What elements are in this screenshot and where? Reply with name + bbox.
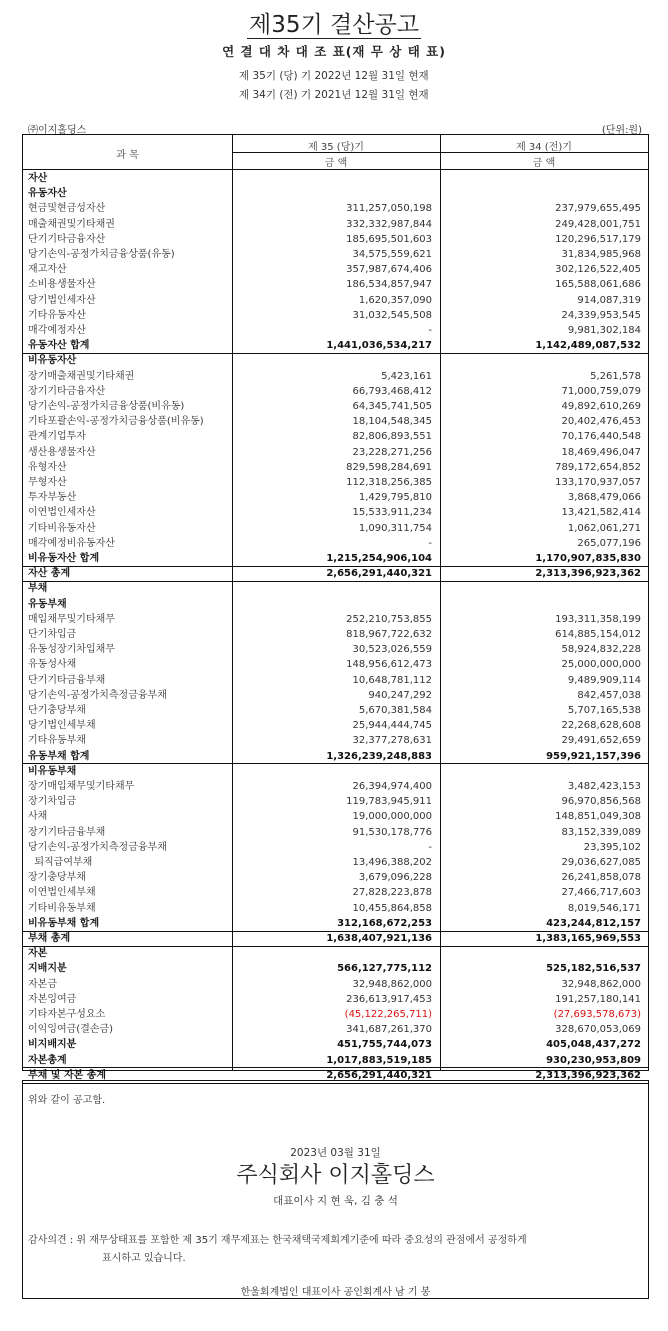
row-label: 매입채무및기타채무 bbox=[28, 613, 115, 625]
current-amount: 2,656,291,440,321 bbox=[326, 568, 432, 580]
prior-amount: 842,457,038 bbox=[577, 689, 641, 701]
prior-amount: 1,062,061,271 bbox=[567, 522, 641, 534]
current-amount: 64,345,741,505 bbox=[352, 401, 432, 412]
table-row bbox=[23, 627, 648, 642]
prior-amount: 20,402,476,453 bbox=[561, 416, 641, 428]
row-label: 유동부채 합계 bbox=[28, 750, 90, 762]
table-row bbox=[23, 840, 648, 855]
row-label: 유동자산 합계 bbox=[28, 340, 90, 352]
current-amount: 25,944,444,745 bbox=[352, 720, 432, 732]
prior-amount: 71,000,759,079 bbox=[561, 385, 641, 397]
current-amount: 119,783,945,911 bbox=[346, 796, 432, 808]
current-amount: 1,017,883,519,185 bbox=[326, 1054, 432, 1066]
row-label: 기타비유동자산 bbox=[28, 522, 96, 534]
row-label: 매각예정자산 bbox=[28, 325, 86, 336]
table-row bbox=[23, 764, 648, 779]
table-row bbox=[23, 673, 648, 688]
table-row bbox=[23, 429, 648, 444]
table-row bbox=[23, 688, 648, 703]
header-current: 제 35 (당)기 bbox=[308, 142, 364, 153]
prior-amount: 525,182,516,537 bbox=[546, 963, 641, 975]
table-row bbox=[23, 490, 648, 505]
header-amount-current: 금 액 bbox=[324, 158, 348, 169]
current-amount: 23,228,271,256 bbox=[352, 446, 432, 458]
row-label: 소비용생물자산 bbox=[28, 279, 96, 291]
current-amount: 186,534,857,947 bbox=[346, 279, 432, 291]
current-amount: 31,032,545,508 bbox=[352, 309, 432, 321]
current-amount: 1,326,239,248,883 bbox=[326, 750, 432, 762]
row-label: 생산용생물자산 bbox=[28, 446, 96, 458]
current-amount: 357,987,674,406 bbox=[346, 264, 432, 276]
row-label: 비유동부채 합계 bbox=[28, 917, 100, 929]
current-amount: 940,247,292 bbox=[368, 689, 432, 701]
notice-text: 위와 같이 공고함. bbox=[28, 1095, 106, 1106]
table-row bbox=[23, 1007, 648, 1022]
current-amount: 34,575,559,621 bbox=[352, 249, 432, 260]
table-row bbox=[23, 931, 648, 946]
table-row bbox=[23, 353, 648, 368]
current-amount: 1,441,036,534,217 bbox=[326, 340, 432, 352]
prior-amount: 9,489,909,114 bbox=[567, 674, 641, 686]
current-amount: 451,755,744,073 bbox=[337, 1039, 432, 1051]
prior-amount: 22,268,628,608 bbox=[561, 720, 641, 732]
current-amount: 15,533,911,234 bbox=[352, 507, 432, 519]
prior-amount: 5,261,578 bbox=[590, 370, 641, 382]
table-row bbox=[23, 870, 648, 885]
table-row bbox=[23, 1022, 648, 1037]
current-amount: 1,429,795,810 bbox=[358, 492, 432, 504]
table-row bbox=[23, 171, 648, 186]
prior-amount: 32,948,862,000 bbox=[561, 978, 641, 990]
current-amount: 1,638,407,921,136 bbox=[326, 933, 432, 944]
prior-amount: 148,851,049,308 bbox=[555, 811, 641, 823]
prior-amount: 1,383,165,969,553 bbox=[535, 933, 641, 944]
row-label: 당기손익-공정가치금융상품(비유동) bbox=[28, 401, 185, 412]
table-row bbox=[23, 566, 648, 581]
header-amount-prior: 금 액 bbox=[532, 158, 556, 169]
row-label: 유형자산 bbox=[28, 461, 67, 473]
row-label: 퇴직급여부채 bbox=[28, 857, 93, 868]
table-row bbox=[23, 369, 648, 384]
table-row bbox=[23, 338, 648, 353]
row-label: 비유동부채 bbox=[28, 765, 77, 777]
row-label: 비유동자산 bbox=[28, 355, 77, 367]
row-label: 관계기업투자 bbox=[28, 431, 86, 443]
row-label: 부채 및 자본 총계 bbox=[28, 1069, 107, 1081]
current-amount: 18,104,548,345 bbox=[352, 416, 432, 428]
prior-amount: 249,428,001,751 bbox=[555, 218, 641, 230]
row-label: 매각예정비유동자산 bbox=[28, 537, 115, 549]
current-amount: 10,455,864,858 bbox=[352, 902, 432, 914]
header-bottom-line bbox=[23, 169, 648, 170]
table-row bbox=[23, 733, 648, 748]
prior-amount: 24,339,953,545 bbox=[561, 309, 641, 321]
company-label: ㈜이지홀딩스 bbox=[28, 125, 87, 136]
row-label: 자본 bbox=[28, 948, 48, 960]
prior-amount: 25,000,000,000 bbox=[561, 659, 641, 671]
table-row bbox=[23, 232, 648, 247]
row-label: 지배지분 bbox=[28, 963, 67, 975]
row-label: 단기충당부채 bbox=[28, 705, 86, 716]
table-row bbox=[23, 521, 648, 536]
prior-amount: 930,230,953,809 bbox=[546, 1054, 641, 1066]
table-row bbox=[23, 201, 648, 216]
table-row bbox=[23, 901, 648, 916]
table-row bbox=[23, 551, 648, 566]
row-label: 장기기타금융부채 bbox=[28, 826, 106, 838]
current-amount: 312,168,672,253 bbox=[337, 917, 432, 929]
prior-amount: 405,048,437,272 bbox=[546, 1039, 641, 1051]
table-row bbox=[23, 384, 648, 399]
table-row bbox=[23, 794, 648, 809]
prior-amount: 959,921,157,396 bbox=[546, 750, 641, 762]
table-row bbox=[23, 657, 648, 672]
prior-amount: 18,469,496,047 bbox=[561, 446, 641, 458]
prior-amount: 29,491,652,659 bbox=[561, 735, 641, 747]
table-row bbox=[23, 597, 648, 612]
table-row bbox=[23, 262, 648, 277]
prior-amount: 302,126,522,405 bbox=[555, 264, 641, 276]
current-amount: 82,806,893,551 bbox=[352, 431, 432, 443]
row-label: 단기기타금융자산 bbox=[28, 233, 106, 245]
prior-amount: 23,395,102 bbox=[583, 841, 641, 853]
row-label: 기타유동부채 bbox=[28, 735, 86, 747]
row-label: 장기차입금 bbox=[28, 796, 77, 808]
table-row bbox=[23, 323, 648, 338]
row-label: 재고자산 bbox=[28, 264, 67, 276]
row-label: 유동자산 bbox=[28, 188, 67, 200]
row-label: 장기충당부채 bbox=[28, 872, 86, 884]
current-amount: - bbox=[428, 841, 432, 853]
prior-amount: 31,834,985,968 bbox=[561, 249, 641, 260]
prior-amount: 133,170,937,057 bbox=[555, 477, 641, 488]
prior-amount: 265,077,196 bbox=[577, 537, 641, 549]
unit-label: (단위:원) bbox=[601, 125, 642, 136]
table-row bbox=[23, 536, 648, 551]
prior-amount: 789,172,654,852 bbox=[555, 461, 641, 473]
row-label: 부채 총계 bbox=[28, 933, 71, 944]
row-label: 매출채권및기타채권 bbox=[28, 218, 115, 230]
notice-date: 2023년 03월 31일 bbox=[290, 1147, 381, 1159]
table-row bbox=[23, 505, 648, 520]
current-amount: 26,394,974,400 bbox=[352, 781, 432, 792]
current-amount: (45,122,265,711) bbox=[344, 1009, 432, 1020]
auditor-signature: 한울회계법인 대표이사 공인회계사 남 기 봉 bbox=[240, 1287, 431, 1298]
current-amount: 19,000,000,000 bbox=[352, 811, 432, 823]
prior-amount: 237,979,655,495 bbox=[555, 203, 641, 215]
prior-amount: 614,885,154,012 bbox=[555, 629, 641, 640]
current-amount: 2,656,291,440,321 bbox=[326, 1069, 432, 1081]
row-label: 기타유동자산 bbox=[28, 309, 86, 321]
current-amount: 10,648,781,112 bbox=[352, 674, 432, 686]
row-label: 비유동자산 합계 bbox=[28, 553, 100, 564]
current-amount: 1,620,357,090 bbox=[358, 294, 432, 306]
row-label: 기타자본구성요소 bbox=[28, 1009, 106, 1020]
row-label: 당기법인세부채 bbox=[28, 720, 96, 732]
row-label: 기타비유동부채 bbox=[28, 902, 96, 914]
current-amount: 311,257,050,198 bbox=[346, 203, 432, 215]
row-label: 유동부채 bbox=[28, 598, 67, 610]
row-label: 당기손익-공정가치금융상품(유동) bbox=[28, 249, 175, 260]
table-row bbox=[23, 977, 648, 992]
row-label: 단기차입금 bbox=[28, 629, 77, 640]
prior-amount: 8,019,546,171 bbox=[567, 902, 641, 914]
table-row bbox=[23, 703, 648, 718]
period-current: 제 35기 (당) 기 2022년 12월 31일 현재 bbox=[239, 70, 429, 82]
row-label: 자본잉여금 bbox=[28, 993, 77, 1005]
row-label: 당기법인세자산 bbox=[28, 294, 96, 306]
current-amount: 3,679,096,228 bbox=[358, 872, 432, 884]
current-amount: 1,215,254,906,104 bbox=[326, 553, 432, 564]
row-label: 이연법인세부채 bbox=[28, 887, 96, 899]
current-amount: 13,496,388,202 bbox=[352, 857, 432, 868]
table-row bbox=[23, 308, 648, 323]
row-label: 자산 총계 bbox=[28, 568, 71, 580]
row-label: 장기매출채권및기타채권 bbox=[28, 370, 135, 382]
row-label: 장기매입채무및기타채무 bbox=[28, 781, 135, 792]
row-label: 무형자산 bbox=[28, 477, 67, 488]
row-label: 기타포괄손익-공정가치금융상품(비유동) bbox=[28, 416, 204, 428]
table-row bbox=[23, 718, 648, 733]
current-amount: 341,687,261,370 bbox=[346, 1024, 432, 1036]
prior-amount: 191,257,180,141 bbox=[555, 993, 641, 1005]
table-row bbox=[23, 946, 648, 961]
prior-amount: (27,693,578,673) bbox=[553, 1009, 641, 1020]
prior-amount: 27,466,717,603 bbox=[561, 887, 641, 899]
row-label: 이익잉여금(결손금) bbox=[28, 1024, 114, 1036]
prior-amount: 13,421,582,414 bbox=[561, 507, 641, 519]
row-label: 사채 bbox=[28, 811, 48, 823]
row-label: 현금및현금성자산 bbox=[28, 203, 106, 215]
statement-subtitle: 연 결 대 차 대 조 표(재 무 상 태 표) bbox=[222, 44, 446, 59]
current-amount: 91,530,178,776 bbox=[352, 826, 432, 838]
current-amount: 66,793,468,412 bbox=[352, 385, 432, 397]
table-row bbox=[23, 992, 648, 1007]
notice-footer bbox=[22, 1080, 649, 1299]
period-prior: 제 34기 (전) 기 2021년 12월 31일 현재 bbox=[239, 89, 429, 101]
prior-amount: 5,707,165,538 bbox=[567, 705, 641, 716]
table-row bbox=[23, 642, 648, 657]
row-label: 단기기타금융부채 bbox=[28, 674, 106, 686]
table-row bbox=[23, 916, 648, 931]
prior-amount: 120,296,517,179 bbox=[555, 233, 641, 245]
prior-amount: 49,892,610,269 bbox=[561, 401, 641, 412]
row-label: 당기손익-공정가치측정금융부채 bbox=[28, 841, 167, 853]
prior-amount: 328,670,053,069 bbox=[555, 1024, 641, 1036]
current-amount: 818,967,722,632 bbox=[346, 629, 432, 640]
current-amount: 1,090,311,754 bbox=[358, 522, 432, 534]
row-label: 이연법인세자산 bbox=[28, 507, 96, 519]
company-name: 주식회사 이지홀딩스 bbox=[236, 1163, 435, 1188]
current-amount: 32,377,278,631 bbox=[352, 735, 432, 747]
header-subject: 과 목 bbox=[116, 150, 139, 161]
row-label: 자산 bbox=[28, 173, 48, 184]
row-label: 부채 bbox=[28, 583, 48, 595]
table-row bbox=[23, 475, 648, 490]
current-amount: 252,210,753,855 bbox=[346, 613, 432, 625]
table-row bbox=[23, 581, 648, 596]
prior-amount: 70,176,440,548 bbox=[561, 431, 641, 443]
current-amount: 5,423,161 bbox=[381, 370, 432, 382]
prior-amount: 193,311,358,199 bbox=[555, 613, 641, 625]
prior-amount: 29,036,627,085 bbox=[561, 857, 641, 868]
row-label: 투자부동산 bbox=[28, 492, 77, 504]
prior-amount: 58,924,832,228 bbox=[561, 644, 641, 656]
table-row bbox=[23, 885, 648, 900]
table-row bbox=[23, 293, 648, 308]
prior-amount: 96,970,856,568 bbox=[561, 796, 641, 808]
table-row bbox=[23, 779, 648, 794]
page-title bbox=[0, 6, 668, 39]
current-amount: 30,523,026,559 bbox=[352, 644, 432, 656]
audit-opinion-cont: 표시하고 있습니다. bbox=[102, 1253, 186, 1264]
table-row bbox=[23, 749, 648, 764]
table-row bbox=[23, 1037, 648, 1052]
title-text: 제35기 결산공고 bbox=[249, 12, 419, 38]
prior-amount: 3,482,423,153 bbox=[567, 781, 641, 792]
prior-amount: 26,241,858,078 bbox=[561, 872, 641, 884]
table-row bbox=[23, 247, 648, 262]
table-row bbox=[23, 414, 648, 429]
current-amount: 332,332,987,844 bbox=[346, 218, 432, 230]
header-prior: 제 34 (전)기 bbox=[516, 142, 572, 153]
current-amount: 112,318,256,385 bbox=[346, 477, 432, 488]
current-amount: 148,956,612,473 bbox=[346, 659, 432, 671]
current-amount: - bbox=[428, 537, 432, 549]
prior-amount: 914,087,319 bbox=[577, 294, 641, 306]
table-row bbox=[23, 277, 648, 292]
prior-amount: 2,313,396,923,362 bbox=[535, 1069, 641, 1081]
table-row bbox=[23, 612, 648, 627]
prior-amount: 83,152,339,089 bbox=[561, 826, 641, 838]
row-label: 유동성장기차입채무 bbox=[28, 644, 115, 656]
prior-amount: 423,244,812,157 bbox=[546, 917, 641, 929]
table-row bbox=[23, 809, 648, 824]
row-label: 유동성사채 bbox=[28, 659, 77, 671]
table-row bbox=[23, 855, 648, 870]
row-label: 비지배지분 bbox=[28, 1039, 77, 1051]
prior-amount: 2,313,396,923,362 bbox=[535, 568, 641, 580]
table-row bbox=[23, 186, 648, 201]
row-label: 장기기타금융자산 bbox=[28, 385, 106, 397]
current-amount: 236,613,917,453 bbox=[346, 993, 432, 1005]
prior-amount: 1,142,489,087,532 bbox=[535, 340, 641, 352]
row-label: 자본총계 bbox=[28, 1054, 67, 1066]
prior-amount: 1,170,907,835,830 bbox=[535, 553, 641, 564]
current-amount: 566,127,775,112 bbox=[337, 963, 432, 975]
ceo-names: 대표이사 지 현 욱, 김 충 석 bbox=[273, 1195, 398, 1207]
prior-amount: 165,588,061,686 bbox=[555, 279, 641, 291]
current-amount: - bbox=[428, 325, 432, 336]
current-amount: 32,948,862,000 bbox=[352, 978, 432, 990]
balance-sheet-table bbox=[22, 134, 649, 1081]
table-row bbox=[23, 460, 648, 475]
table-row bbox=[23, 1053, 648, 1068]
prior-amount: 9,981,302,184 bbox=[567, 325, 641, 336]
current-amount: 27,828,223,878 bbox=[352, 887, 432, 899]
prior-amount: 3,868,479,066 bbox=[567, 492, 641, 504]
table-row bbox=[23, 961, 648, 976]
current-amount: 5,670,381,584 bbox=[358, 705, 432, 716]
current-amount: 829,598,284,691 bbox=[346, 461, 432, 473]
row-label: 당기손익-공정가치측정금융부채 bbox=[28, 689, 167, 701]
audit-opinion: 감사의견 : 위 재무상태표를 포함한 제 35기 재무제표는 한국채택국제회계기준에 따라 중요성의 관점에서 공정하게 bbox=[28, 1235, 527, 1246]
current-amount: 185,695,501,603 bbox=[346, 233, 432, 245]
table-row bbox=[23, 217, 648, 232]
row-label: 자본금 bbox=[28, 978, 57, 990]
table-row bbox=[23, 825, 648, 840]
table-row bbox=[23, 399, 648, 414]
table-row bbox=[23, 445, 648, 460]
